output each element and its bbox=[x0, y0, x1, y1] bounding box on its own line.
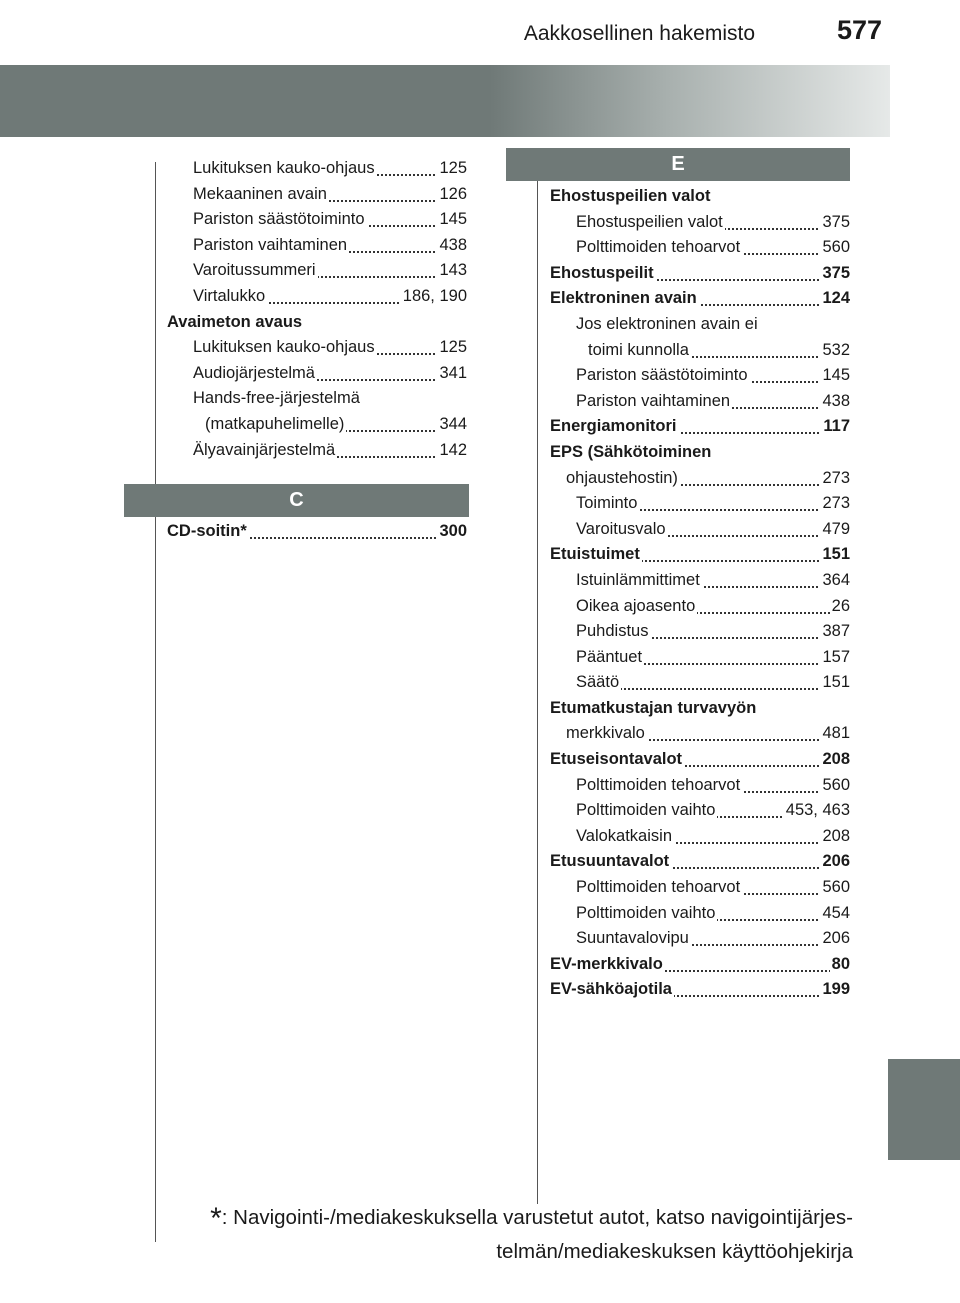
index-entry bbox=[550, 824, 850, 850]
index-entry bbox=[550, 210, 850, 236]
entry-page-ref: 454 bbox=[820, 901, 850, 927]
index-entry bbox=[167, 386, 467, 412]
left-margin-rule bbox=[155, 162, 156, 1242]
index-entry bbox=[550, 286, 850, 312]
index-entry bbox=[550, 363, 850, 389]
index-entry bbox=[167, 156, 467, 182]
entry-term: EPS (Sähkötoiminen bbox=[550, 442, 712, 461]
column-divider bbox=[537, 162, 538, 1204]
index-entry bbox=[550, 491, 850, 517]
section-c-entries bbox=[167, 519, 467, 545]
index-entry bbox=[550, 568, 850, 594]
index-entry bbox=[550, 721, 850, 747]
index-entry bbox=[550, 645, 850, 671]
footnote-star: * bbox=[210, 1202, 222, 1235]
entry-term: Avaimeton avaus bbox=[167, 312, 303, 331]
entry-term: Varoitusvalo bbox=[576, 519, 666, 538]
entry-page-ref: 199 bbox=[820, 977, 850, 1003]
entry-page-ref: 125 bbox=[437, 156, 467, 182]
entry-term: Säätö bbox=[576, 673, 620, 692]
index-entry bbox=[167, 412, 467, 438]
entry-page-ref: 532 bbox=[820, 338, 850, 364]
entry-page-ref: 125 bbox=[437, 335, 467, 361]
entry-term: Energiamonitori bbox=[550, 417, 677, 436]
entry-page-ref: 157 bbox=[820, 645, 850, 671]
entry-term: EV-sähköajotila bbox=[550, 980, 672, 999]
entry-page-ref: 80 bbox=[830, 952, 850, 978]
entry-page-ref: 126 bbox=[437, 182, 467, 208]
entry-term: merkkivalo bbox=[566, 724, 645, 743]
page-number: 577 bbox=[836, 15, 882, 45]
entry-page-ref: 117 bbox=[821, 414, 850, 440]
section-e-entries bbox=[550, 184, 850, 1003]
entry-page-ref: 145 bbox=[820, 363, 850, 389]
entry-page-ref: 26 bbox=[830, 594, 850, 620]
entry-term: Älyavainjärjestelmä bbox=[193, 440, 336, 459]
entry-term: Suuntavalovipu bbox=[576, 929, 689, 948]
header-banner bbox=[0, 65, 890, 137]
index-entry bbox=[550, 261, 850, 287]
index-entry bbox=[550, 184, 850, 210]
entry-term: Polttimoiden vaihto bbox=[576, 903, 716, 922]
entry-term: Pääntuet bbox=[576, 647, 643, 666]
left-index-column bbox=[167, 156, 467, 463]
entry-page-ref: 273 bbox=[820, 491, 850, 517]
entry-term: Istuinlämmittimet bbox=[576, 570, 700, 589]
entry-term: EV-merkkivalo bbox=[550, 954, 663, 973]
entry-page-ref: 151 bbox=[820, 670, 850, 696]
entry-term: Etuseisontavalot bbox=[550, 750, 683, 769]
index-entry bbox=[550, 414, 850, 440]
entry-page-ref: 364 bbox=[820, 568, 850, 594]
entry-term: Pariston säästötoiminto bbox=[193, 210, 365, 229]
footnote bbox=[210, 1201, 853, 1268]
entry-page-ref: 481 bbox=[820, 721, 850, 747]
entry-page-ref: 560 bbox=[820, 773, 850, 799]
index-entry bbox=[550, 440, 850, 466]
entry-page-ref: 206 bbox=[820, 926, 850, 952]
index-entry bbox=[550, 542, 850, 568]
index-entry bbox=[550, 594, 850, 620]
entry-page-ref: 206 bbox=[820, 849, 850, 875]
index-entry bbox=[550, 619, 850, 645]
entry-page-ref: 145 bbox=[437, 207, 467, 233]
entry-term: Audiojärjestelmä bbox=[193, 363, 315, 382]
index-entry bbox=[167, 310, 467, 336]
entry-term: Polttimoiden tehoarvot bbox=[576, 878, 741, 897]
entry-page-ref: 453, 463 bbox=[784, 798, 850, 824]
entry-term: Puhdistus bbox=[576, 622, 649, 641]
entry-term: Lukituksen kauko-ohjaus bbox=[193, 159, 375, 177]
entry-page-ref: 341 bbox=[437, 361, 467, 387]
entry-page-ref: 438 bbox=[820, 389, 850, 415]
entry-page-ref: 387 bbox=[820, 619, 850, 645]
index-entry bbox=[550, 849, 850, 875]
entry-page-ref: 344 bbox=[437, 412, 467, 438]
section-header-e: E bbox=[506, 148, 850, 181]
entry-page-ref: 560 bbox=[820, 875, 850, 901]
entry-term: Ehostuspeilien valot bbox=[550, 187, 711, 205]
footnote-line-1 bbox=[210, 1201, 853, 1235]
index-entry bbox=[550, 977, 850, 1003]
entry-page-ref: 186, 190 bbox=[401, 284, 467, 310]
index-entry bbox=[550, 926, 850, 952]
index-entry bbox=[550, 952, 850, 978]
entry-term: Ehostuspeilit bbox=[550, 263, 654, 282]
entry-term: Polttimoiden tehoarvot bbox=[576, 775, 741, 794]
entry-term: Virtalukko bbox=[193, 286, 266, 305]
index-entry bbox=[167, 519, 467, 545]
entry-term: Pariston vaihtaminen bbox=[576, 391, 731, 410]
entry-page-ref: 143 bbox=[437, 258, 467, 284]
entry-term: Pariston säästötoiminto bbox=[576, 366, 748, 385]
entry-page-ref: 273 bbox=[820, 466, 850, 492]
entry-page-ref: 479 bbox=[820, 517, 850, 543]
entry-term: Etumatkustajan turvavyön bbox=[550, 698, 757, 717]
index-entry bbox=[167, 207, 467, 233]
entry-page-ref: 560 bbox=[820, 235, 850, 261]
entry-term: ohjaustehostin) bbox=[566, 468, 678, 487]
entry-page-ref: 124 bbox=[820, 286, 850, 312]
entry-term: Polttimoiden tehoarvot bbox=[576, 238, 741, 257]
entry-term: Ehostuspeilien valot bbox=[576, 212, 723, 231]
entry-term: Polttimoiden vaihto bbox=[576, 801, 716, 820]
index-entry bbox=[550, 235, 850, 261]
section-header-c: C bbox=[124, 484, 469, 517]
entry-term: Jos elektroninen avain ei bbox=[576, 314, 758, 333]
entry-page-ref: 142 bbox=[437, 438, 467, 464]
index-entry bbox=[550, 338, 850, 364]
entry-term: CD-soitin* bbox=[167, 522, 247, 540]
entry-term: Toiminto bbox=[576, 494, 638, 513]
index-entry bbox=[167, 258, 467, 284]
entry-page-ref: 375 bbox=[820, 261, 850, 287]
entry-term: Valokatkaisin bbox=[576, 826, 672, 845]
footnote-text-1: : Navigointi-/mediakeskuksella varustetut autot, katso navigointijärjes- bbox=[221, 1206, 853, 1229]
index-entry bbox=[550, 875, 850, 901]
entry-page-ref: 300 bbox=[437, 519, 467, 545]
entry-term: Etuistuimet bbox=[550, 545, 640, 564]
entry-term: Elektroninen avain bbox=[550, 289, 697, 308]
index-entry bbox=[550, 312, 850, 338]
index-entry bbox=[167, 284, 467, 310]
index-entry bbox=[550, 747, 850, 773]
entry-term: Oikea ajoasento bbox=[576, 596, 696, 615]
entry-term: Mekaaninen avain bbox=[193, 184, 327, 203]
footnote-line-2: telmän/mediakeskuksen käyttöohjekirja bbox=[496, 1240, 853, 1263]
thumb-index-tab bbox=[888, 1059, 960, 1160]
entry-term: (matkapuhelimelle) bbox=[205, 414, 345, 433]
index-entry bbox=[550, 773, 850, 799]
entry-page-ref: 208 bbox=[820, 747, 850, 773]
entry-term: toimi kunnolla bbox=[588, 340, 689, 359]
entry-term: Etusuuntavalot bbox=[550, 852, 670, 871]
index-entry bbox=[550, 466, 850, 492]
index-entry bbox=[167, 182, 467, 208]
header-title: Aakkosellinen hakemisto bbox=[523, 22, 755, 45]
entry-term: Varoitussummeri bbox=[193, 261, 316, 280]
index-entry bbox=[167, 233, 467, 259]
index-entry bbox=[550, 389, 850, 415]
entry-term: Hands-free-järjestelmä bbox=[193, 389, 360, 408]
index-entry bbox=[550, 670, 850, 696]
index-entry bbox=[550, 901, 850, 927]
entry-page-ref: 208 bbox=[820, 824, 850, 850]
index-entry bbox=[167, 335, 467, 361]
entry-page-ref: 375 bbox=[820, 210, 850, 236]
index-entry bbox=[550, 517, 850, 543]
index-entry bbox=[167, 438, 467, 464]
index-entry bbox=[550, 798, 850, 824]
index-entry bbox=[550, 696, 850, 722]
entry-page-ref: 438 bbox=[437, 233, 467, 259]
entry-page-ref: 151 bbox=[820, 542, 850, 568]
entry-term: Pariston vaihtaminen bbox=[193, 235, 348, 254]
entry-term: Lukituksen kauko-ohjaus bbox=[193, 338, 375, 357]
index-entry bbox=[167, 361, 467, 387]
